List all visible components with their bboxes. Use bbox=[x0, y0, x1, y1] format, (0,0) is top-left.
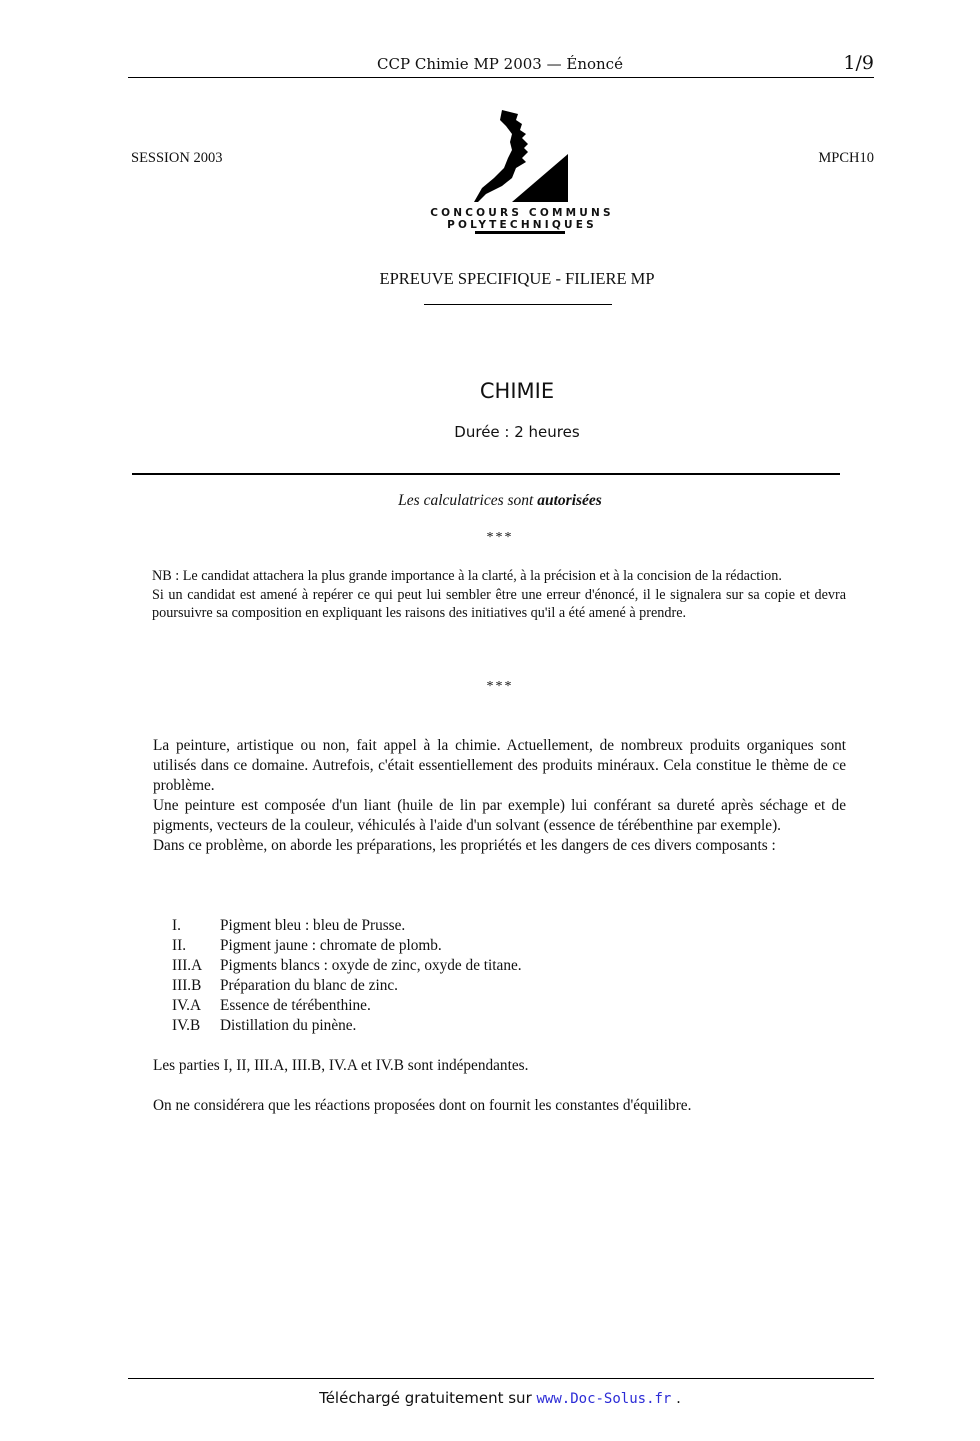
equilibrium-note: On ne considérera que les réactions proposées dont on fournit les constantes d'équilibre. bbox=[153, 1097, 692, 1114]
list-item bbox=[172, 956, 522, 976]
part-number: III.B bbox=[172, 977, 202, 994]
footer-suffix: . bbox=[671, 1389, 681, 1407]
nb-paragraph-1: NB : Le candidat attachera la plus grande importance à la clarté, à la précision et à la concision de la rédaction. bbox=[152, 568, 782, 584]
list-item bbox=[172, 916, 522, 936]
part-number: I. bbox=[172, 917, 181, 934]
intro-block bbox=[153, 736, 846, 856]
list-item bbox=[172, 976, 522, 996]
separator-stars: *** bbox=[486, 530, 514, 545]
running-header-title: CCP Chimie MP 2003 — Énoncé bbox=[377, 55, 623, 73]
page-number: 1/9 bbox=[843, 52, 874, 74]
parts-list bbox=[172, 916, 522, 1036]
duration: Durée : 2 heures bbox=[454, 423, 580, 441]
epreuve-title: EPREUVE SPECIFIQUE - FILIERE MP bbox=[379, 269, 655, 288]
session-label: SESSION 2003 bbox=[131, 150, 223, 166]
exam-code: MPCH10 bbox=[818, 150, 874, 166]
logo-underline bbox=[475, 231, 565, 234]
footer-text: Téléchargé gratuitement sur bbox=[319, 1389, 537, 1407]
calculator-note-emphasis: autorisées bbox=[537, 492, 602, 509]
part-label: Distillation du pinène. bbox=[220, 1017, 357, 1034]
list-item bbox=[172, 996, 522, 1016]
part-label: Essence de térébenthine. bbox=[220, 997, 371, 1014]
epreuve-rule bbox=[424, 304, 612, 305]
part-label: Préparation du blanc de zinc. bbox=[220, 977, 398, 994]
intro-paragraph-1: La peinture, artistique ou non, fait appel à la chimie. Actuellement, de nombreux produits organiques sont utilisés dans ce domaine. Autrefois, c'était essentiellement des produits minéraux. Cela constitue le thème de ce problème. bbox=[153, 737, 846, 794]
separator-stars: *** bbox=[486, 679, 514, 694]
doc-solus-link[interactable]: www.Doc-Solus.fr bbox=[536, 1391, 672, 1407]
independence-note: Les parties I, II, III.A, III.B, IV.A et IV.B sont indépendantes. bbox=[153, 1057, 529, 1074]
footer-rule bbox=[128, 1378, 874, 1379]
part-label: Pigments blancs : oxyde de zinc, oxyde de titane. bbox=[220, 957, 522, 974]
part-number: II. bbox=[172, 937, 187, 954]
nb-paragraph-2: Si un candidat est amené à repérer ce qui peut lui sembler être une erreur d'énoncé, il le signalera sur sa copie et devra poursuivre sa composition en expliquant les raisons des initiatives qu'il a été amené à prendre. bbox=[152, 586, 846, 622]
footer bbox=[0, 1389, 980, 1407]
logo-text: CONCOURS COMMUNS POLYTECHNIQUES bbox=[430, 207, 614, 231]
intro-paragraph-3: Dans ce problème, on aborde les préparations, les propriétés et les dangers de ces divers composants : bbox=[153, 837, 776, 854]
nb-block bbox=[152, 567, 846, 623]
list-item bbox=[172, 936, 522, 956]
intro-paragraph-2: Une peinture est composée d'un liant (huile de lin par exemple) lui conférant sa dureté après séchage et de pigments, vecteurs de la couleur, véhiculés à l'aide d'un solvant (essence de térébenthine par exemple). bbox=[153, 797, 846, 834]
subject-title: CHIMIE bbox=[479, 379, 555, 403]
calculator-note bbox=[300, 492, 700, 510]
part-label: Pigment jaune : chromate de plomb. bbox=[220, 937, 442, 954]
header-rule bbox=[128, 77, 874, 78]
section-rule bbox=[132, 473, 840, 475]
ccp-logo bbox=[472, 108, 572, 204]
list-item bbox=[172, 1016, 522, 1036]
part-number: IV.B bbox=[172, 1017, 201, 1034]
part-number: III.A bbox=[172, 957, 203, 974]
part-label: Pigment bleu : bleu de Prusse. bbox=[220, 917, 406, 934]
calculator-note-prefix: Les calculatrices sont bbox=[398, 492, 538, 509]
part-number: IV.A bbox=[172, 997, 202, 1014]
